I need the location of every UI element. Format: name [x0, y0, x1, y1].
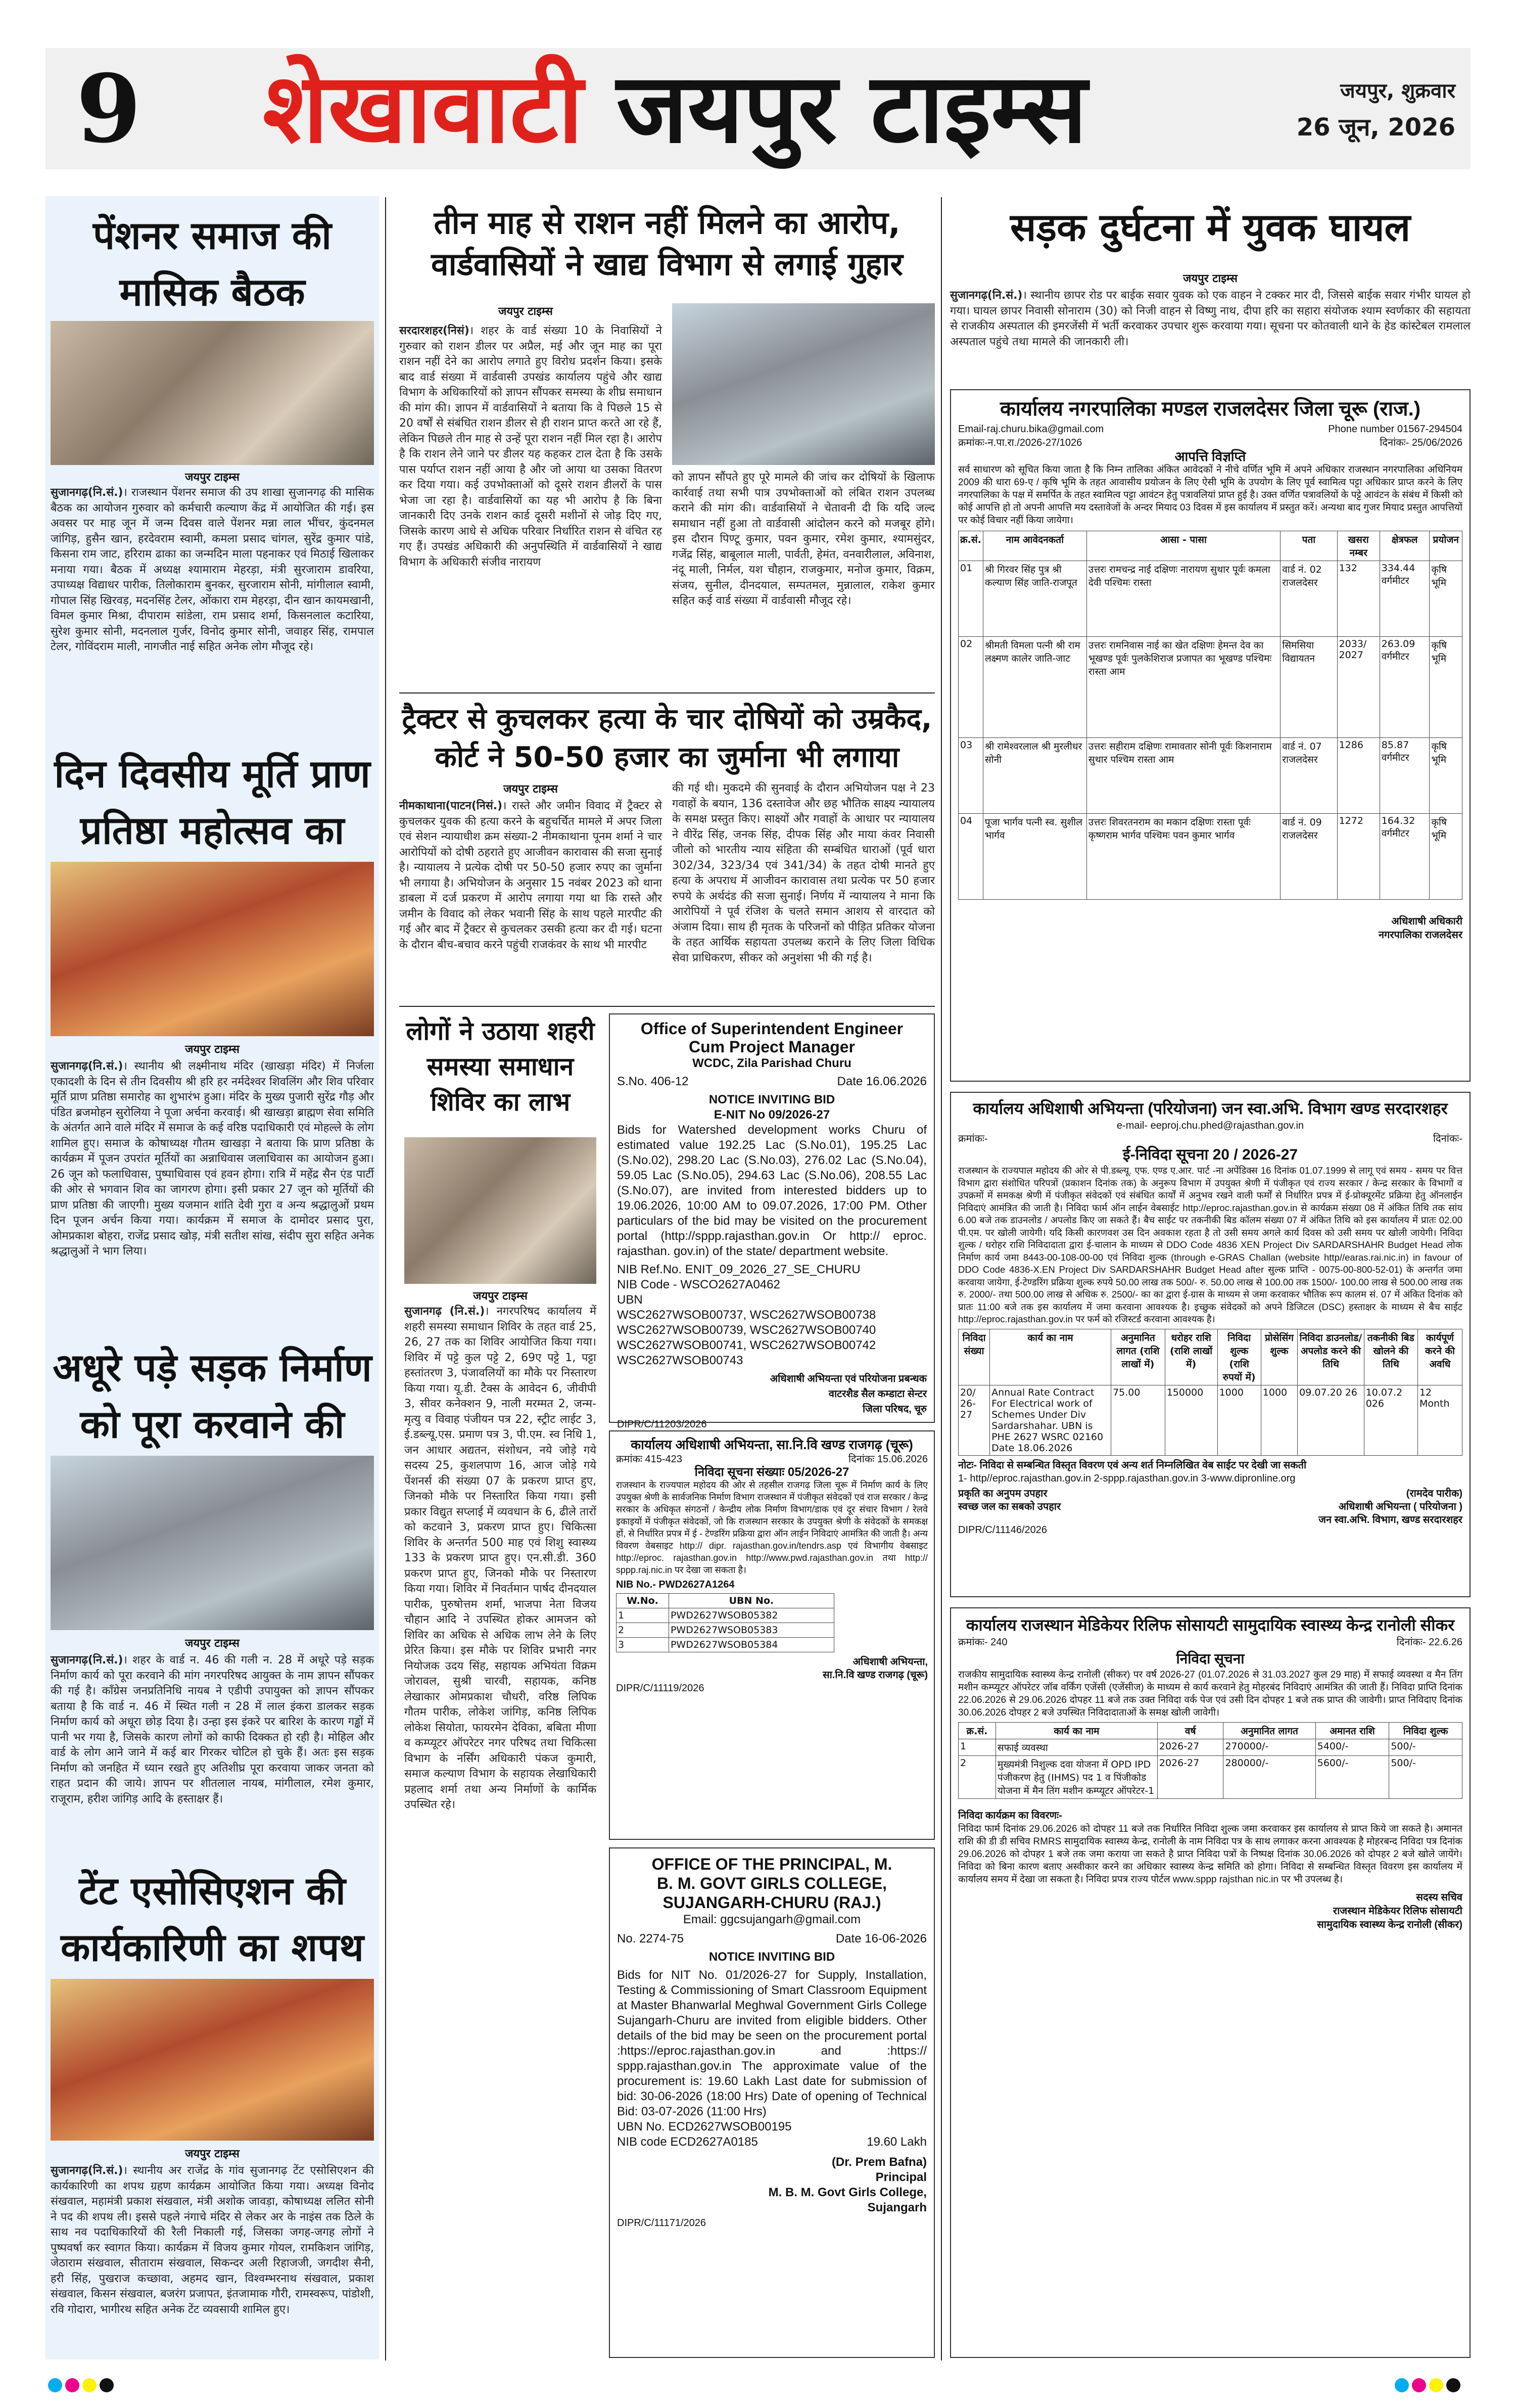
ad-email: Email: ggcsujangarh@gmail.com — [683, 1913, 861, 1926]
ad-signature: सा.नि.वि खण्ड राजगढ़ (चूरू) — [823, 1670, 928, 1681]
headline-camp: लोगों ने उठाया शहरी समस्या समाधान शिविर का लाभ — [406, 1016, 595, 1117]
article-tractor-body-left — [399, 799, 662, 1001]
table-header: निविदा शुल्क — [1389, 1723, 1462, 1739]
table-header: अनुमानित लागत — [1223, 1723, 1315, 1739]
applicant-table — [958, 531, 1462, 900]
table-header: अनुमानित लागत (राशि लाखों में) — [1111, 1329, 1165, 1385]
date-city-day: जयपुर, शुक्रवार — [1340, 79, 1455, 103]
ad-date: दिनांकः- 22.6.26 — [1396, 1637, 1462, 1648]
headline-accident: सड़क दुर्घटना में युवक घायल — [1010, 205, 1411, 250]
table-cell: 1 — [617, 1608, 669, 1623]
ad-number: क्रमांकः-न.पा.रा./2026-27/1026 — [958, 437, 1082, 448]
credit-line: जयपुर टाइम्स — [185, 2148, 240, 2160]
photo-camp — [404, 1137, 596, 1284]
table-cell: श्रीमती विमला पत्नी श्री राम लक्ष्मण कालेर जाति-जाट — [983, 637, 1086, 738]
ad-signature: M. B. M. Govt Girls College, — [768, 2186, 927, 2199]
tender-ad-wcdc — [609, 1013, 935, 1430]
credit-line: जयपुर टाइम्स — [503, 783, 558, 796]
print-registration-dots-left — [48, 2378, 117, 2394]
ad-signature: जन स्वा.अभि. विभाग, खण्ड सरदारशहर — [1318, 1514, 1462, 1525]
ad-title: Office of Superintendent Engineer — [640, 1020, 904, 1038]
photo-tent-association — [51, 1979, 374, 2141]
ad-title: SUJANGARH-CHURU (RAJ.) — [662, 1893, 881, 1912]
table-cell: कृषि भूमि — [1430, 637, 1462, 738]
ad-signature: अधिशाषी अभियन्ता ( परियोजना ) — [1338, 1501, 1462, 1512]
column-divider — [941, 197, 942, 2360]
table-row — [959, 814, 1462, 900]
ad-signature: (रामदेव पारीक) — [1406, 1488, 1462, 1499]
table-cell: कृषि भूमि — [1430, 738, 1462, 814]
ad-ubn: UBN No. ECD2627WSOB00195 — [617, 2120, 792, 2134]
ad-ubn-row: WSC2627WSOB00737, WSC2627WSOB00738 — [617, 1308, 876, 1322]
dateline: नीमकाथाना(पाटन(निसं.) — [399, 800, 503, 812]
table-cell: 02 — [959, 637, 983, 738]
ad-text: Bids for Watershed development works Churu of estimated value 192.25 Lac (S.No.01), 195.25 Lac (S.No.02), 298.20 Lac (S.No.03), 276.02 Lac (S.No.04), 59.05 Lac (S.No.05), 294.63 Lac (S.No.06), 208.55 Lac (S.No.07), are invited from interested bidders up to 19.06.2026, 10:00 AM to 09.07.2026, 17:00 PM. Other particulars of the bid may be visited on the procurement portal (http://sppp.rajasthan.gov.in Or http:// eproc. rajasthan. gov.in) of the state/ department website. — [617, 1123, 927, 1258]
headline-idol-ceremony: दिन दिवसीय मूर्ति प्राण प्रतिष्ठा महोत्सव का — [54, 751, 370, 853]
headline-road-demand: अधूरे पड़े सड़क निर्माण को पूरा करवाने की — [53, 1345, 372, 1447]
ad-signature: Sujangarh — [867, 2201, 927, 2214]
ad-signature: अधिशाषी अधिकारी — [1391, 916, 1462, 927]
table-cell: 500/- — [1389, 1739, 1462, 1756]
ad-date: दिनांकः- — [1433, 1133, 1462, 1144]
ad-heading: E-NIT No 09/2026-27 — [714, 1108, 830, 1122]
credit-line: जयपुर टाइम्स — [473, 1290, 528, 1303]
table-cell: 500/- — [1389, 1756, 1462, 1799]
table-header: नाम आवेदनकर्ता — [983, 531, 1086, 561]
table-cell: 12 Month — [1417, 1385, 1462, 1455]
table-cell: उत्तरः शिवरतनराम का मकान दक्षिणः रास्ता पूर्वः कृष्णराम भार्गव पश्चिमः पवन कुमार भार्गव — [1086, 814, 1281, 900]
article-text: की गई थी। मुकदमे की सुनवाई के दौरान अभियोजन पक्ष ने 23 गवाहों के बयान, 136 दस्तावेज और छह भौतिक साक्ष्य न्यायालय के समक्ष प्रस्तुत किए। साक्ष्यों और गवाहों के आधार पर न्यायालय ने वीरेंद्र सिंह, जनक सिंह, दीपक सिंह और माया कंवर निवासी जीलो को भारतीय न्याय संहिता की सम्बंधित धाराओं (पूर्व धारा 302/34, 323/34 एवं 341/34) के तहत दोषी मानते हुए हत्या के अपराध में आजीवन कारावास तथा प्रत्येक पर 50 हजार रुपये के अर्थदंड की सजा सुनाई। निर्णय में न्यायालय ने माना कि आरोपियों ने पूर्व रंजिश के चलते समान आशय से वारदात को अंजाम दिया। साथ ही मृतक के परिजनों को पीड़ित प्रतिकर योजना के तहत आर्थिक सहायता उपलब्ध कराने के लिए जिला विधिक सेवा प्राधिकरण, सीकर को अनुशंसा भी की गई है। — [672, 782, 935, 964]
table-cell: 334.44 वर्गमीटर — [1380, 561, 1430, 637]
ad-text: सर्व साधारण को सूचित किया जाता है कि निम्न तालिका अंकित आवेदकों ने नीचे वर्णित भूमि में अपने अधिकार राजस्थान नगरपालिका अधिनियम 2009 की धारा 69-ए / कृषि भूमि के तहत आवासीय प्रयोजन के लिए ऐसी भूमि के उपयोग के लिए पूर्व स्वामित्व पट्टा अधिकार प्राप्त करने के लिए नगरपालिका के पक्ष में समर्पित के तहत स्वामित्व पट्टा आवंटन हेतु पत्रावलियां प्राप्त हुई है। उक्त वर्णित पत्रावलियों के पट्टे आवंटन के संबंध में किसी को कोई आपत्ति हो तो अपनी आपत्ति मय दस्तावेजों के अन्दर मियाद 03 दिवस में इस कार्यालय में प्रस्तुत करें। अन्यथा बाद गुजर मियाद प्रस्तुत आपत्तियों पर कोई विचार नहीं किया जायेगा। — [958, 465, 1462, 526]
ad-signature: नगरपालिका राजलदेसर — [1379, 930, 1462, 941]
table-cell: 1 — [959, 1739, 996, 1756]
table-row — [959, 1385, 1462, 1455]
table-header: तकनीकी बिड खोलने की तिथि — [1364, 1329, 1417, 1385]
table-cell: 2033/ 2027 — [1337, 637, 1380, 738]
tender-ad-phed-sardarshahar — [950, 1092, 1471, 1597]
ad-heading: NOTICE INVITING BID — [708, 1950, 835, 1964]
ad-signature: राजस्थान मेडिकेयर रिलिफ सोसायटी — [1333, 1906, 1462, 1917]
ad-dipr: DIPR/C/11146/2026 — [958, 1524, 1048, 1536]
table-cell: PWD2627WSOB05384 — [669, 1638, 834, 1652]
table-header: धरोहर राशि (राशि लाखों में) — [1165, 1329, 1217, 1385]
ad-phone: Phone number 01567-294504 — [1328, 424, 1462, 435]
ad-title: कार्यालय अधिशाषी अभियन्ता (परियोजना) जन स्वा.अभि. विभाग खण्ड सरदारशहर — [973, 1099, 1448, 1118]
title-black: जयपुर टाइम्स — [616, 53, 1087, 164]
ad-number: क्रमांकः 415-423 — [616, 1454, 682, 1465]
table-header: कार्य का नाम — [990, 1329, 1111, 1385]
ad-number: क्रमांकः- 240 — [958, 1637, 1008, 1648]
title-red: शेखावाटी — [263, 53, 583, 164]
article-road-body — [51, 1653, 374, 1850]
tender-table — [958, 1329, 1462, 1456]
ad-slogan: स्वच्छ जल का सबको उपहार — [958, 1501, 1061, 1512]
article-text: । स्थानीय अर राजेंद्र के गांव सुजानगढ़ टेंट एसोसिएशन की कार्यकारिणी का शपथ ग्रहण कार्यक्रम आयोजित किया गया। अध्यक्ष विनोद संखवाल, महामंत्री प्रकाश संखवाल, मंत्री अशोक जावड़ा, कोषाध्यक्ष ललित सोनी ने पद की शपथ ली। इससे पहले नंगाचे मंदिर से लेकर अर के नाइंस तक ठिले के साथ नव पदाधिकारियों की रैली निकाली गई, जिसका जगह-जगह लोगों ने पुष्पवर्षा कर स्वागत किया। कार्यक्रम में विजय कुमार गोयल, रामकिशन जांगिड़, जेठाराम संखवाल, सीताराम संखवाल, सिकन्दर अली रिहाजजी, जगदीश सैनी, हरी सिंह, पुखराज कच्छावा, अहमद खान, विश्वम्भरनाथ संखवाल, प्रकाश संखवाल, किसन संखवाल, बजरंग प्रजापत, इंतजामाक गौरी, रामस्वरूप, पांडोशी, रवि गोदारा, भागीरथ सहित अनेक टेंट व्यवसायी शामिल हुए। — [51, 2164, 374, 2316]
table-cell: सिमसिया विद्यायतन — [1281, 637, 1337, 738]
table-cell: 20/ 26-27 — [959, 1385, 990, 1455]
table-cell: कृषि भूमि — [1430, 561, 1462, 637]
table-row — [959, 561, 1462, 637]
article-text: । राजस्थान पेंशनर समाज की उप शाखा सुजानगढ़ की मासिक बैठक का आयोजन गुरुवार को कर्मचारी कल्याण केंद्र में आयोजित की गई। इस अवसर पर माह जून में जन्म दिवस वाले पेंशनर मन्ना लाल भींचर, कुंदनमल जांगिड़, हुसैन खान, हरदेवराम स्वामी, कमला प्रसाद चांगल, सुरेंद्र कुमार पांडे, किसना राम जाट, हरिराम ढाका का जन्मदिन माला पहनाकर एवं मिठाई खिलाकर मनाया गया। बैठक में अध्यक्ष श्यामाराम मेहरड़ा, मंत्री सुरजाराम डावरिया, उपाध्यक्ष विद्याधर पारीक, तिलोकाराम बुनकर, सुरजाराम सोनी, मांगीलाल स्वामी, गोपाल सिंह खिरवड़, मदनसिंह टेलर, ओंकारा राम मेहरड़ा, दीन खान कायमखानी, विमल कुमार मिश्रा, दीपाराम सांडेला, राम प्रसाद शर्मा, किसनलाल कटारिया, सुरेश कुमार सोनी, मदनलाल गुर्जर, विनोद कुमार सोनी, जवाहर सिंह, रामपाल टेलर, गोविंदराम माली, नागजीत नाई सहित अनेक लोग मौजूद रहे। — [51, 486, 374, 653]
ad-date: दिनांकः- 25/06/2026 — [1380, 437, 1462, 448]
ad-ubn: UBN — [617, 1293, 643, 1307]
table-header: प्रयोजन — [1430, 531, 1462, 561]
ad-signature: सामुदायिक स्वास्थ्य केन्द्र रानोली (सीकर) — [1317, 1919, 1462, 1930]
table-header: अमानत राशि — [1315, 1723, 1389, 1739]
ad-signature: सदस्य सचिव — [1416, 1892, 1462, 1903]
article-accident-body — [950, 288, 1471, 379]
article-tractor-body-right — [672, 781, 935, 1001]
ad-email: e-mail- eeproj.chu.phed@rajasthan.gov.in — [1116, 1120, 1304, 1131]
article-text: । रास्ते और जमीन विवाद में ट्रैक्टर से कुचलकर युवक की हत्या करने के बहुचर्चित मामले में अपर जिला एवं सेशन न्यायाधीश क्रम संख्या-2 नीमकाथाना पूनम शर्मा ने चार आरोपियों को दोषी ठहराते हुए आजीवन कारावास की सजा सुनाई है। न्यायालय ने प्रत्येक दोषी पर 50-50 हजार रुपए का जुर्माना भी लगाया है। अभियोजन के अनुसार 15 नवंबर 2023 को थाना डाबला में दर्ज प्रकरण में आरोप लगाया गया था कि रास्ते और जमीन के विवाद को लेकर भवानी सिंह के साथ पहले मारपीट की गई और बाद में ट्रैक्टर से कुचलकर उसकी हत्या कर दी गई। घटना के दौरान बीच-बचाव करने पहुंची राजकंवर के साथ भी मारपीट — [399, 800, 662, 951]
ad-title: B. M. GOVT GIRLS COLLEGE, — [656, 1874, 887, 1892]
table-cell: 10.07.2 026 — [1364, 1385, 1417, 1455]
table-header: आसा - पासा — [1086, 531, 1281, 561]
ad-title: कार्यालय राजस्थान मेडिकेयर रिलिफ सोसायटी सामुदायिक स्वास्थ्य केन्द्र रानोली सीकर — [966, 1616, 1455, 1634]
date-issue: 26 जून, 2026 — [1296, 113, 1455, 142]
dateline: सुजानगढ़(नि.सं.) — [51, 1060, 123, 1073]
table-cell: 2 — [617, 1623, 669, 1638]
ad-nib: NIB Ref.No. ENIT_09_2026_27_SE_CHURU — [617, 1263, 861, 1276]
ad-ubn-row: WSC2627WSOB00741, WSC2627WSOB00742 — [617, 1338, 876, 1352]
ad-text: राजस्थान के राज्यपाल महोदय की ओर से पी.डब्ल्यू. एफ. एण्ड ए.आर. पार्ट -ना अपेंडिक्स 16 दिनांक 01.07.1999 से लागू एवं समय - समय पर वित्त विभाग द्वारा संशोधित परिपत्रों (प्रकाशन दिनांक तक) के अनुरूप विभाग में उपयुक्त श्रेणी में पंजीकृत एवं राज्य सरकार / केन्द्र सरकार के विभागों व उपक्रमों में समकक्ष श्रेणी में पंजीकृत संवेदकों एवं संबंधित कार्यों में अनुभव रखने वाली फर्मों से निर्धारित प्रपत्र में ई-प्रोक्यूरमेंट प्रक्रिया हेतु ऑनलाईन निविदाएं आमंत्रित की जाती है। निविदा फार्म ऑन लाईन वेबसाईट http://eproc.rajasthan.gov.in से कार्यक्रम संख्या 08 में अंकित तिथि तक सांय 6.00 बजे तक डाउनलोड / अपलोड किए जा सकते हैं। बैच साईट पर तकनीकी बिड कॉलम संख्या 07 में अंकित तिथि को इस कार्यालय में प्रातः 02.00 पी.एम. पर खोली जायेगी। यदि किसी कारणवश उस दिन अवकाश रहता है तो उसी समय अगले कार्य दिवस को उसी समय पर खोली जायेगी। निविदा शुल्क / धरोहर राशि निविदादाता द्वारा ई-चालान के माध्यम से DDO Code 4836 XEN Project Div SARDARSHAHR Budget Head लोक निर्माण कार्य जमा 8443-00-108-00-00 एवं निविदा शुल्क (through e-GRAS Challan (website http//earas.rai.nic.in) in favour of DDO Code 4836-X.EN Project Div SARDARSHAHR Budget Head after सुल्क प्राप्ति - 0075-00-800-52-01) के अन्तर्गत जमा करवाया जायेगा, ई-टेण्डरिंग प्रक्रिया शुल्क रुपये 50.00 लाख तक 500/- रु. 50.00 लाख से 100.00 तक 1500/- 100.00 लाख से 500.00 लाख तक रु. 2000/- तथा 500.00 लाख से अधिक रु. 2500/- का का द्वारा ई-ग्रास के माध्यम से जमा करवाकर भौतिक रूप कालम सं. 07 में अंकित दिनांक को प्रातः 11:00 बजे तक इस कार्यालय में जमा करवाना आवश्यक है। इच्छुक संवेदकों को अपने डिजिटल (DSC) हस्ताक्षर के माध्यम से बैच साईट http://eproc.rajasthan.gov.in पर फर्म को रजिस्टर्ड करवाना आवश्यक है। — [958, 1165, 1462, 1324]
table-cell: कृषि भूमि — [1430, 814, 1462, 900]
table-cell: उत्तरः रामचन्द्र नाई दक्षिणः नारायण सुथार पूर्वः कमला देवी पश्चिमः रास्ता — [1086, 561, 1281, 637]
dateline: सुजानगढ़(नि.सं.) — [950, 289, 1023, 302]
ad-text: राजस्थान के राज्यपाल महोदय की ओर से तहसील राजगढ़ जिला चूरू में निर्माण कार्य के लिए उपयुक्त श्रेणी के सार्वजनिक निर्माण विभाग राजस्थान में पंजीकृत संवेदकों एवं राज सरकार / केन्द्र सरकार के अधिकृत संगठनों / केन्द्रीय लोक निर्माण विभाग/डाक एवं दूर संचार विभाग / रेलवे इकाइयों में पंजीकृत संवेदकों, जो कि राजस्थान सरकार के उपयुक्त श्रेणी के संवेदकों के समकक्ष हों, से निर्धारित प्रपत्र में ई - टेण्डरिंग प्रक्रिया द्वारा ऑन लाईन निविदाएं आमंत्रित की जाती है। अन्य विवरण वेबसाइट http:// dipr. rajasthan.gov.in/tendrs.asp एवं विभागीय वेबसाइट http://eproc. rajasthan.gov.in http://www.pwd.rajasthan.gov.in तथा http:// sppp.raj.nic.in पर देखा जा सकता है। — [616, 1480, 928, 1575]
table-cell: श्री रामेश्वरलाल श्री मुरलीधर सोनी — [983, 738, 1086, 814]
photo-idol-ceremony — [51, 862, 374, 1036]
credit-line: जयपुर टाइम्स — [185, 1637, 240, 1650]
table-cell: 263.09 वर्गमीटर — [1380, 637, 1430, 738]
table-row — [617, 1623, 834, 1638]
table-cell: 03 — [959, 738, 983, 814]
ad-title: OFFICE OF THE PRINCIPAL, M. — [651, 1855, 892, 1873]
table-row — [959, 738, 1462, 814]
photo-pensioner-meeting — [51, 321, 374, 465]
table-header: UBN No. — [669, 1594, 834, 1608]
table-cell: सफाई व्यवस्था — [996, 1739, 1157, 1756]
ad-heading: निविदा सूचना संख्याः 05/2026-27 — [694, 1465, 849, 1479]
table-row — [959, 1756, 1462, 1799]
ad-signature: अधिशाषी अभियन्ता एवं परियोजना प्रबन्धक — [770, 1373, 927, 1384]
table-cell: 09.07.20 26 — [1298, 1385, 1364, 1455]
table-header: निविदा शुल्क (राशि रुपयों में) — [1217, 1329, 1261, 1385]
ad-number: No. 2274-75 — [617, 1932, 684, 1946]
ad-nib: NIB code ECD2627A0185 — [617, 2135, 758, 2149]
credit-line: जयपुर टाइम्स — [185, 471, 240, 484]
table-row — [959, 1739, 1462, 1756]
ad-heading: निविदा सूचना — [1176, 1651, 1245, 1666]
print-registration-dots-right — [1395, 2378, 1463, 2394]
table-cell: PWD2627WSOB05382 — [669, 1608, 834, 1623]
table-cell: 3 — [617, 1638, 669, 1652]
article-text: । नगरपरिषद कार्यालय में शहरी समस्या समाधान शिविर के तहत वार्ड 25, 26, 27 तक का शिविर आयोजित किया गया। शिविर में पट्टे कुल पट्टे 2, 69ए पट्टे 1, पट्टा हस्तांतरण 3, पंजावलियों का मौके पर निस्तारण किया गया। यू.डी. टैक्स के आवेदन 6, जीवीपी 3, सीवर कनेक्शन 9, नाली मरम्मत 2, जन्म-मृत्यु व विवाह पंजीयन पत्र 22, स्ट्रीट लाईट 3, ई.डब्ल्यू.एस. प्रमाण पत्र 3, पी.एम. स्व निधि 1, जन आधार अद्यतन, संशोधन, नये जोड़े गये सदस्य 25, कुशलपाण 16, आज जोड़े गये पेंशनर्स की संख्या 07 के प्रकरण प्राप्त हुए, जिनको मौके पर निस्तारित किया गया। इसी प्रकार विद्युत सप्लाई में व्यवधान के 6, ढीले तारों को कटवाने 3, प्रकरण प्राप्त हुए। चिकित्सा शिविर के अन्तर्गत 500 माह एवं शिशु स्वास्थ्य 133 के प्रकरण प्राप्त हुए। एन.सी.डी. 360 प्रकरण प्राप्त हुए, जिनको मौके पर निस्तारण किया गया। शिविर में निवर्तमान पार्षद दीनदयाल पारीक, पुरुषोत्तम शर्मा, भाजपा नेता विजय चौहान आदि ने उपस्थित होकर आमजन को शिविर का अधिक से अधिक लाभ लेने के लिए प्रेरित किया। इस मौके पर शिविर प्रभारी नगर नियोजक उदय सिंह, सहायक अभियंता विक्रम जोरावल, सुश्री चारवी, सहायक, कनिष्ठ लेखाकार ओमप्रकाश चौधरी, वरिष्ठ लिपिक गौतम पारीक, लोकेश जांगिड़, कनिष्ठ लिपिक लोकेश सियोता, फायरमेन देविका, बबिता मीणा व कम्प्यूटर ऑपरेटर नगर परिषद तथा चिकित्सा विभाग के नर्सिंग अधिकारी पंकज कुमारी, समाज कल्याण विभाग के सहायक लेखाधिकारी प्रहलाद शर्मा तथा अन्य निर्माणों के कार्मिक उपस्थित रहे। — [404, 1305, 597, 1811]
ad-heading: ई-निविदा सूचना 20 / 2026-27 — [1122, 1146, 1298, 1163]
table-cell: 270000/- — [1223, 1739, 1315, 1756]
ad-email: Email-raj.churu.bika@gmail.com — [958, 424, 1104, 435]
ad-signature: जिला परिषद, चूरु — [863, 1404, 927, 1415]
ad-signature: Principal — [875, 2170, 927, 2184]
article-pensioner-body — [51, 485, 374, 735]
table-cell: 280000/- — [1223, 1756, 1315, 1799]
table-cell: 2026-27 — [1157, 1756, 1223, 1799]
article-text: को ज्ञापन सौंपते हुए पूरे मामले की जांच कर दोषियों के खिलाफ कार्रवाई तथा सभी पात्र उपभोक्ताओं को लंबित राशन उपलब्ध कराने की मांग की। वार्डवासियों ने चेतावनी दी कि यदि जल्द समाधान नहीं हुआ तो वार्डवासी आंदोलन करने को मजबूर होंगे। इस दौरान पिण्टू कुमार, पवन कुमार, रमेश कुमार, श्यामसुंदर, गजेंद्र सिंह, बाबूलाल माली, पार्वती, हेमंत, वनवारीलाल, अविनाश, नंदू माली, निर्मल, यश चौहान, राजकुमार, मनोज कुमार, विक्रम, संजय, सुनील, दीनदयाल, सम्पतमल, मुन्नालाल, राकेश कुमार सहित कई वार्ड संख्या में वार्डवासी मौजूद रहे। — [672, 471, 935, 607]
table-header: प्रोसेसिंग शुल्क — [1261, 1329, 1297, 1385]
table-cell: PWD2627WSOB05383 — [669, 1623, 834, 1638]
table-cell: 1286 — [1337, 738, 1380, 814]
article-ration-body-right — [672, 470, 935, 682]
dateline: सुजानगढ़(नि.सं.) — [51, 2164, 123, 2177]
ad-date: Date 16-06-2026 — [835, 1932, 927, 1946]
table-header: क्र.सं. — [959, 531, 983, 561]
divider — [399, 692, 935, 693]
table-header: वर्ष — [1157, 1723, 1223, 1739]
ad-ubn-row: WSC2627WSOB00739, WSC2627WSOB00740 — [617, 1323, 876, 1337]
table-cell: 132 — [1337, 561, 1380, 637]
table-header: क्र.सं. — [959, 1723, 996, 1739]
ad-signature: (Dr. Prem Bafna) — [831, 2155, 927, 2169]
ad-title: कार्यालय नगरपालिका मण्डल राजलदेसर जिला चूरू (राज.) — [1000, 398, 1421, 420]
table-cell: उत्तरः रामनिवास नाई का खेत दक्षिणः हेमन्त देव का भूखण्ड पूर्वः पुलकेशिराज प्रजापत का भूखण्ड पश्चिमः रास्ता आम — [1086, 637, 1281, 738]
ad-dipr: DIPR/C/11203/2026 — [617, 1419, 707, 1430]
table-cell: Annual Rate Contract For Electrical work of Schemes Under Div Sardarshahar. UBN is PHE 2627 WSRC 02160 Date 18.06.2026 — [990, 1385, 1111, 1455]
ad-text: निविदा फार्म दिनांक 29.06.2026 को दोपहर 11 बजे तक निर्धारित निविदा शुल्क जमा करवाकर इस कार्यालय से प्राप्त किये जा सकते है। अमानत राशि की डी डी सचिव RMRS सामुदायिक स्वास्थ्य केन्द्र, रानोली के नाम निविदा पत्र के साथ लगाकर करना आवश्यक है मोहरबन्द निविदा पत्र दिनांक 29.06.2026 को दोपहर 1 बजे तक जमा कराया जा सकते है प्राप्त निविदा पत्रों के निष्पक्ष दिनांक 30.06.2026 को दोपहर 2 बजे खोले जायेंगे। निविदा को बिना कारण बताए अस्वीकार करने का अधिकार स्वास्थ्य केन्द्र समिति को होगा। निविदा से सम्बन्धित विस्तृत विवरण इस कार्यालय में कार्यालय समय में देखा जा सकता है। निविदा प्रपत्र राज्य पोर्टल www.sppp rajsthan nic.in पर भी उपलब्ध है। — [958, 1824, 1462, 1885]
table-cell: 5600/- — [1315, 1756, 1389, 1799]
ad-links: 1- http//eproc.rajasthan.gov.in 2-sppp.rajasthan.gov.in 3-www.dipronline.org — [958, 1472, 1296, 1484]
article-text: । शहर के वार्ड न. 46 की गली न. 28 में अधूरे पड़े सड़क निर्माण कार्य को पूरा करवाने की मांग नगरपरिषद आयुक्त के नाम ज्ञापन सौंपकर की गई है। कॉंग्रेस जनप्रतिनिधि नायब ने एडीपी उपायुक्त को ज्ञापन सौंपकर बताया है कि वार्ड न. 46 में स्थित गली न 28 में लाल इंकरा डालकर सड़क निर्माण कार्य को अधूरा छोड़ दिया है। उन्हा इस इंकरे पर बारिश के कारण गड्ढों में पानी भर गया है, जिसके कारण लोगों को काफी दिक्कत हो रही है। मोहिल और वार्ड के लोग आने जाने में कई बार गिरकर चोटिल हो चुके हैं। अतः इस सड़क निर्माण को जनहित में ध्यान रखते हुए अतिशीघ्र पूरा करवाया जाकर जनता को राहत प्रदान की जाये। ज्ञापन पर शीतलाल नायब, मांगीलाल, रमेश कुमार, राजूराम, हरीश जांगिड़ आदि के हस्ताक्षर हैं। — [51, 1654, 374, 1805]
headline-pensioner: पेंशनर समाज की मासिक बैठक — [93, 213, 331, 314]
dateline: सुजानगढ़(नि.सं.) — [51, 486, 123, 499]
ad-nib: NIB No.- PWD2627A1264 — [616, 1579, 735, 1590]
headline-tractor-murder: ट्रैक्टर से कुचलकर हत्या के चार दोषियों को उम्रकैद, कोर्ट ने 50-50 हजार का जुर्माना भी लगाया — [402, 703, 932, 774]
table-cell: 2 — [959, 1756, 996, 1799]
photo-road-memo — [51, 1456, 374, 1630]
ad-subheading: निविदा कार्यक्रम का विवरणः- — [958, 1810, 1062, 1821]
ad-heading: NOTICE INVITING BID — [708, 1093, 835, 1106]
notice-ad-rajaldesar — [950, 389, 1471, 1082]
article-camp-body — [404, 1304, 596, 2358]
ad-dipr: DIPR/C/11119/2026 — [616, 1683, 704, 1694]
ad-value: 19.60 Lakh — [867, 2135, 927, 2149]
ad-slogan: प्रकृति का अनुपम उपहार — [958, 1488, 1048, 1499]
credit-line: जयपुर टाइम्स — [498, 305, 553, 318]
ad-title: Cum Project Manager — [689, 1038, 855, 1056]
table-cell: 1000 — [1261, 1385, 1297, 1455]
ad-serial: S.No. 406-12 — [617, 1075, 689, 1088]
table-cell: 2026-27 — [1157, 1739, 1223, 1756]
credit-line: जयपुर टाइम्स — [1183, 272, 1238, 285]
headline-tent-association: टेंट एसोसिएशन की कार्यकारिणी का शपथ — [61, 1868, 364, 1970]
table-row — [617, 1608, 834, 1623]
table-cell: 75.00 — [1111, 1385, 1165, 1455]
table-header: क्षेत्रफल — [1380, 531, 1430, 561]
table-header: कार्य का नाम — [996, 1723, 1157, 1739]
ad-subtitle: WCDC, Zila Parishad Churu — [692, 1056, 851, 1070]
table-cell: 5400/- — [1315, 1739, 1389, 1756]
tender-ad-pwd-rajgarh — [609, 1430, 935, 1840]
table-header: निविदा डाउनलोड/ अपलोड करने की तिथि — [1298, 1329, 1364, 1385]
ad-note: नोटः- निविदा से सम्बन्धित विस्तृत विवरण एवं अन्य शर्त निम्नलिखित वेब साईट पर देखी जा सकती — [958, 1459, 1307, 1471]
ubn-table — [616, 1593, 834, 1652]
ad-nib-code: NIB Code - WSCO2627A0462 — [617, 1278, 780, 1291]
table-cell: वार्ड नं. 02 राजलदेसर — [1281, 561, 1337, 637]
tender-ad-girls-college — [609, 1847, 935, 2358]
table-row — [959, 637, 1462, 738]
ad-heading: आपत्ति विज्ञप्ति — [1174, 449, 1246, 464]
article-ration-body-left — [399, 323, 662, 728]
table-row — [617, 1638, 834, 1652]
table-cell: 1272 — [1337, 814, 1380, 900]
headline-ration: तीन माह से राशन नहीं मिलने का आरोप, वार्डवासियों ने खाद्य विभाग से लगाई गुहार — [431, 204, 903, 283]
article-text: । शहर के वार्ड संख्या 10 के निवासियों ने गुरुवार को राशन डीलर पर अप्रैल, मई और जून माह का पूरा राशन नहीं देने का आरोप लगाते हुए विरोध प्रदर्शन किया। इसके बाद वार्ड संख्या में वार्डवासी उपखंड कार्यालय पहुंचे और खाद्य विभाग के अधिकारियों को ज्ञापन सौंपकर समस्या के शीघ्र समाधान की मांग की। ज्ञापन में वार्डवासियों ने बताया कि वे पिछले 15 से 20 वर्षों से संबंधित राशन डीलर से ही राशन प्राप्त करते आ रहे हैं, लेकिन पिछले तीन माह से उन्हें पूरा राशन नहीं मिल रहा है। आरोप है कि राशन लेने जाने पर डीलर यह कहकर टाल देता है कि उसके पास पर्याप्त राशन नहीं आया है और जो आया था उसका वितरण कर दिया गया। कई उपभोक्ताओं को दूसरे राशन डीलरों के पास भेजा जा रहा है। वार्डवासियों का यह भी आरोप है कि बिना जानकारी दिए उनके राशन कार्ड दूसरी मशीनों से जोड़ दिए गए, जिसके कारण आधे से अधिक परिवार निर्धारित राशन से वंचित रह गए हैं। उपखंड अधिकारी की अनुपस्थिति में वार्डवासियों ने खाद्य विभाग के अधिकारी संजीव नारायण — [399, 325, 662, 569]
table-cell: 01 — [959, 561, 983, 637]
ad-signature: अधिशाषी अभियन्ता, — [852, 1656, 928, 1668]
table-header: W.No. — [617, 1594, 669, 1608]
divider — [399, 1006, 935, 1007]
photo-ration-protest — [672, 303, 935, 465]
page-number: 9 — [76, 54, 141, 164]
ad-date: Date 16.06.2026 — [837, 1075, 927, 1088]
ad-number: क्रमांकः- — [958, 1133, 988, 1144]
column-divider — [385, 197, 386, 2360]
table-cell: 85.87 वर्गमीटर — [1380, 738, 1430, 814]
table-cell: वार्ड नं. 07 राजलदेसर — [1281, 738, 1337, 814]
article-text: । स्थानीय छापर रोड पर बाईक सवार युवक को एक वाहन ने टक्कर मार दी, जिससे बाईक सवार गंभीर घायल हो गया। घायल छापर निवासी सोनाराम (30) को निजी वाहन से विष्णु नाथ, दीपा हरि का सहारा संयोजक श्याम स्वर्णकार की सहायता से राजकीय अस्पताल की इमरजेंसी में भर्ती करवाकर उपचार शुरू करवाया गया। सूचना पर कोतवाली थाने के हेड कांस्टेबल रामलाल अस्पताल पहुंचे तथा मामले की जानकारी ली। — [950, 289, 1471, 348]
table-cell: श्री गिरवर सिंह पुत्र श्री कल्याण सिंह जाति-राजपूत — [983, 561, 1086, 637]
table-cell: मुख्यमंत्री निशुल्क दवा योजना में OPD IPD पंजीकरण हेतु (IHMS) पद 1 व पिंजीकोड योजना में मैन तिंग मशीन कम्प्यूटर ऑपरेटर-1 — [996, 1756, 1157, 1799]
table-cell: 164.32 वर्गमीटर — [1380, 814, 1430, 900]
table-header: पता — [1281, 531, 1337, 561]
tender-table — [958, 1722, 1462, 1799]
ad-text: राजकीय सामुदायिक स्वास्थ्य केन्द्र रानोली (सीकर) पर वर्ष 2026-27 (01.07.2026 से 31.03.2027 कुल 29 माह) में सफाई व्यवस्था व मैन तिंग मशीन कम्प्यूटर ऑपरेटर जॉब वर्किंग एजेंसी (एजेंसीज) के माध्यम से कार्य करवाने हेतु मोहरबंद निविदाएं आमंत्रित की जाती हैं। निविदा प्राप्ति दिनांक 22.06.2026 से 29.06.2026 दोपहर 11 बजे तक उक्त निविदा वर्क पेज एवं उसी दिन दोपहर 1 बजे तक प्राप्त की जावेगी। प्राप्त निविदाए दिनांक 30.06.2026 दोपहर 2 बजे उपस्थित निविदादाताओं के समक्ष खोली जावेगी। — [958, 1670, 1462, 1718]
ad-ubn-row: WSC2627WSOB00743 — [617, 1354, 743, 1367]
tender-ad-rmrs-ranoli — [950, 1607, 1471, 2358]
article-text: । स्थानीय श्री लक्ष्मीनाथ मंदिर (खाखड़ा मंदिर) में निर्जला एकादशी के दिन से तीन दिवसीय श्री हरि हर नर्मदेश्वर शिवलिंग और शिव परिवार मूर्ति प्राण प्रतिष्ठा समारोह का शुभारंभ हुआ। मंदिर के मुख्य पुजारी सुरेंद्र गौड़ और पंडित ब्रजमोहन सुरोलिया ने पूजा अर्चना करवाई। श्री खाखड़ा ब्राह्मण सेवा समिति के अंतर्गत आने वाले मंदिर में समाज के कई वरिष्ठ पदाधिकारी एवं मोहल्ले के लोग शामिल हुए। समाज के कोषाध्यक्ष गौतम खाखड़ा ने बताया कि प्राण प्रतिष्ठा के कार्यक्रम में पूजन उपरांत मूर्तियों का अन्नाधिवास जलाधिवास का आयोजन हुआ। 26 जून को फलाधिवास, पुष्पाधिवास एवं हवन होगा। रात्रि में महेंद्र सैन एंड पार्टी की ओर से भगवान शिव का जागरण होगा। इसी प्रकार 27 जून को मूर्तियों की प्राण प्रतिष्ठा की जाएगी। मुख्य यजमान शांति देवी गुरा व अन्य श्रद्धालुओं प्रथम दिन पूजन अर्चन किया गया। कार्यक्रम में समाज के दामोदर प्रसाद पुरा, ओमप्रकाश बोहरा, राजेंद्र प्रसाद खोड़, मंत्री सतीश सांख, संदीप सुरा सहित अनेक श्रद्धालुओं ने भाग लिया। — [51, 1060, 374, 1258]
ad-dipr: DIPR/C/11171/2026 — [617, 2217, 706, 2229]
dateline: सुजानगढ़ (नि.सं.) — [404, 1305, 485, 1318]
table-cell: उत्तरः सहीराम दक्षिणः रामावतार सोनी पूर्वः किशनाराम सुथार पश्चिम रास्ता आम — [1086, 738, 1281, 814]
ad-title: कार्यालय अधिशाषी अभियन्ता, सा.नि.वि खण्ड राजगढ़ (चूरू) — [631, 1437, 913, 1452]
table-header: खसरा नम्बर — [1337, 531, 1380, 561]
newspaper-title — [263, 53, 1162, 164]
article-idol-ceremony-body — [51, 1059, 374, 1324]
table-cell: 04 — [959, 814, 983, 900]
table-header: निविदा संख्या — [959, 1329, 990, 1385]
article-tent-body — [51, 2163, 374, 2355]
dateline: सुजानगढ़(नि.सं.) — [51, 1654, 123, 1666]
table-header: कार्यपूर्ण करने की अवधि — [1417, 1329, 1462, 1385]
table-cell: पूजा भार्गव पत्नी स्व. सुशील भार्गव — [983, 814, 1086, 900]
table-cell: 1000 — [1217, 1385, 1261, 1455]
ad-date: दिनांकः 15.06.2026 — [848, 1454, 928, 1465]
dateline: सरदारशहर(निसं) — [399, 325, 469, 337]
ad-text: Bids for NIT No. 01/2026-27 for Supply, Installation, Testing & Commissioning of Smart Classroom Equipment at Master Bhanwarlal Meghwal Government Girls College Sujangarh-Churu are invited from eligible bidders. Other details of the bid may be seen on the procurement portal :https://eproc.rajasthan.gov.in and :https:// sppp.rajasthan.gov.in The approximate value of the procurement is: 19.60 Lakh Last date for submission of bid: 30-06-2026 (18:00 Hrs) Date of opening of Technical Bid: 03-07-2026 (11:00 Hrs) — [617, 1968, 927, 2118]
ad-signature: वाटरशैड सैल कम्डाटा सेन्टर — [828, 1388, 927, 1400]
table-cell: वार्ड नं. 09 राजलदेसर — [1281, 814, 1337, 900]
table-cell: 150000 — [1165, 1385, 1217, 1455]
credit-line: जयपुर टाइम्स — [185, 1043, 240, 1056]
